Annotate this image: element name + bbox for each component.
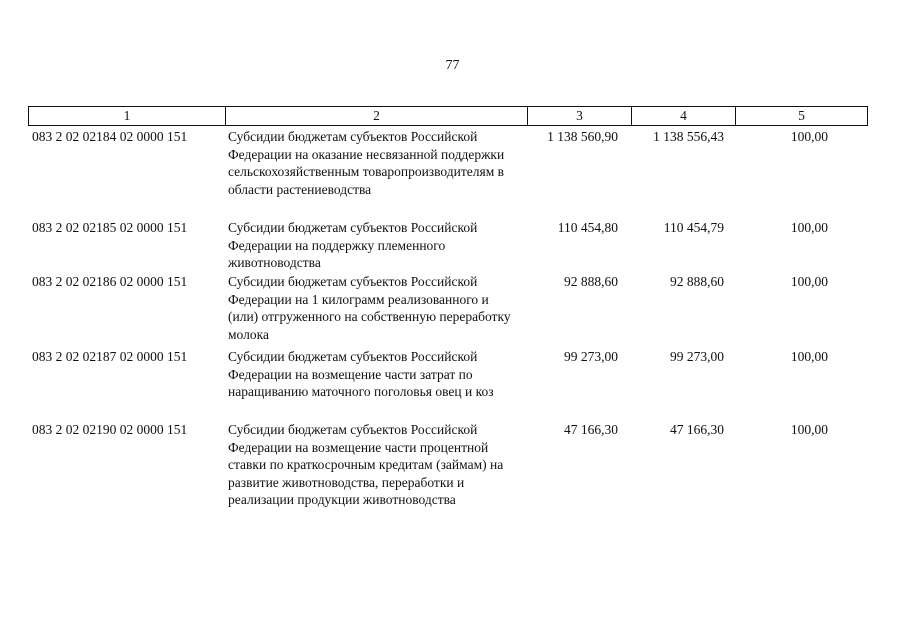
budget-code: 083 2 02 02190 02 0000 151 (32, 422, 188, 437)
execution-percent: 100,00 (790, 129, 828, 144)
planned-amount: 47 166,30 (564, 422, 618, 437)
budget-code: 083 2 02 02184 02 0000 151 (32, 129, 188, 144)
budget-code: 083 2 02 02186 02 0000 151 (32, 274, 188, 289)
row-description: Субсидии бюджетам субъектов Российской Федерации на возмещение части затрат по наращиванию маточного поголовья овец и коз (228, 349, 494, 399)
row-description: Субсидии бюджетам субъектов Российской Федерации на поддержку племенного животноводства (228, 220, 478, 270)
execution-percent: 100,00 (790, 422, 828, 437)
column-header-3: 3 (528, 107, 632, 126)
page-number: 77 (445, 58, 460, 73)
planned-amount: 92 888,60 (564, 274, 618, 289)
column-header-5: 5 (736, 107, 868, 126)
row-description: Субсидии бюджетам субъектов Российской Федерации на оказание несвязанной поддержки сельскохозяйственным товаропроизводителям в области растениеводства (228, 129, 505, 197)
column-header-table (28, 106, 868, 126)
row-description: Субсидии бюджетам субъектов Российской Федерации на 1 килограмм реализованного и (или) отгруженного на собственную переработку молока (228, 274, 511, 342)
planned-amount: 99 273,00 (564, 349, 618, 364)
planned-amount: 1 138 560,90 (547, 129, 618, 144)
budget-code: 083 2 02 02185 02 0000 151 (32, 220, 188, 235)
column-header-4: 4 (632, 107, 736, 126)
column-header-row (29, 107, 868, 126)
execution-percent: 100,00 (790, 220, 828, 235)
actual-amount: 99 273,00 (670, 349, 724, 364)
execution-percent: 100,00 (790, 349, 828, 364)
budget-code: 083 2 02 02187 02 0000 151 (32, 349, 188, 364)
row-description: Субсидии бюджетам субъектов Российской Федерации на возмещение части процентной ставки по краткосрочным кредитам (займам) на развитие животноводства, переработки и реализации продукции животноводства (228, 422, 504, 507)
column-header-2: 2 (226, 107, 528, 126)
planned-amount: 110 454,80 (557, 220, 618, 235)
actual-amount: 47 166,30 (670, 422, 724, 437)
actual-amount: 1 138 556,43 (653, 129, 724, 144)
column-header-1: 1 (29, 107, 226, 126)
actual-amount: 110 454,79 (663, 220, 724, 235)
execution-percent: 100,00 (790, 274, 828, 289)
actual-amount: 92 888,60 (670, 274, 724, 289)
